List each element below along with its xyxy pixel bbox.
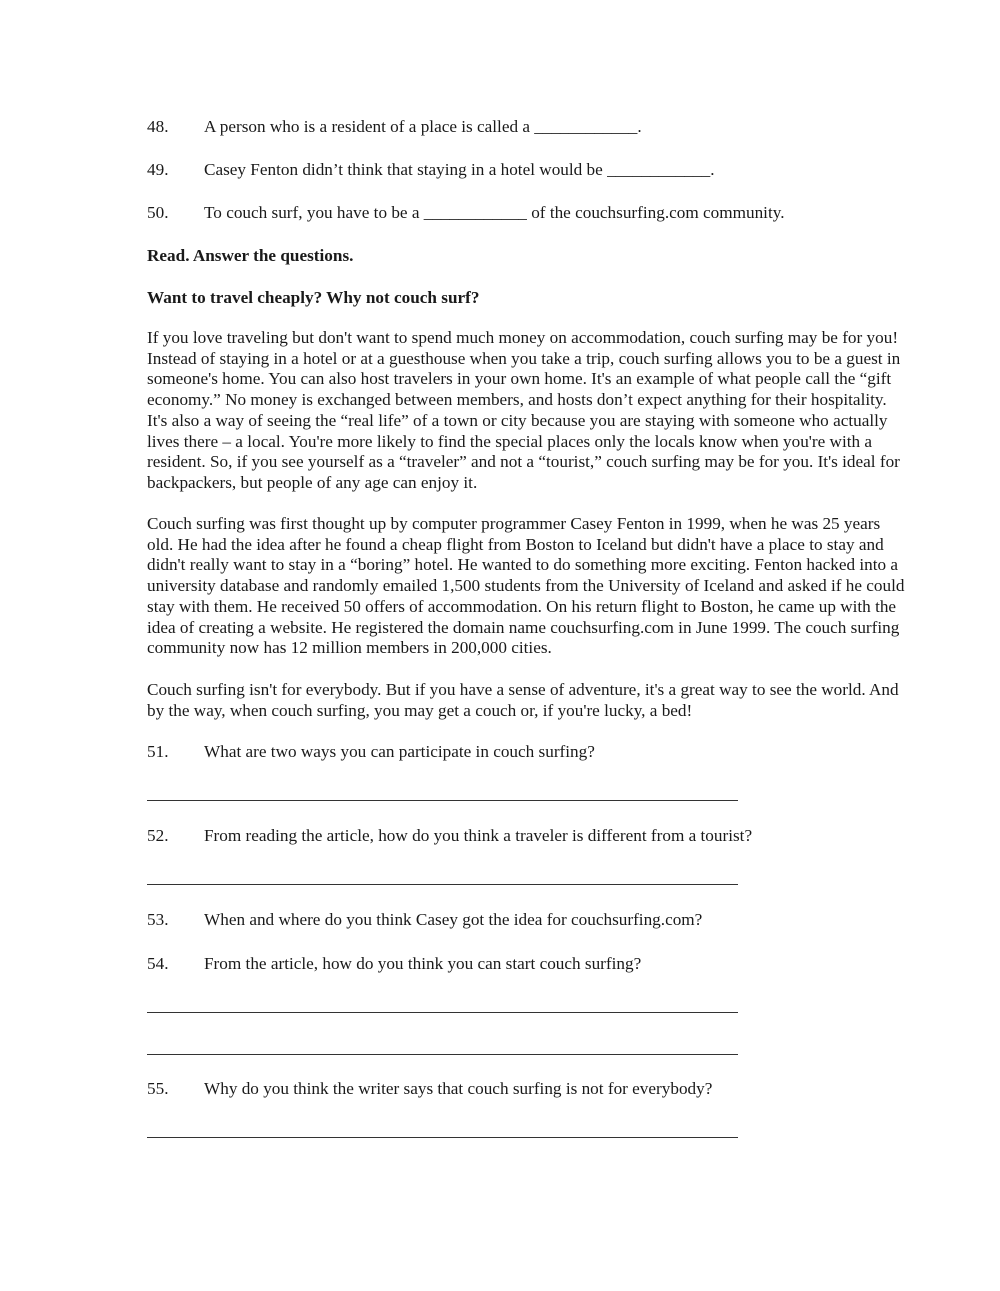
paragraph-line: lives there – a local. You're more likely to find the special places only the locals know when you're with a — [147, 431, 873, 451]
paragraph-line: economy.” No money is exchanged between members, and hosts don’t expect anything for their hospitality. — [147, 390, 887, 410]
paragraph-line: Couch surfing was first thought up by computer programmer Casey Fenton in 1999, when he was 25 years — [147, 514, 881, 533]
question-text: Casey Fenton didn’t think that staying in a hotel would be ____________. — [204, 160, 715, 179]
question-number: 49. — [147, 160, 169, 179]
paragraph-line: It's also a way of seeing the “real life” of a town or city because you are staying with someone who actually — [147, 410, 888, 430]
article-paragraph-1 — [147, 328, 947, 494]
section-instructions: Read. Answer the questions. — [147, 246, 354, 265]
question-number: 51. — [147, 742, 169, 761]
question-number: 50. — [147, 203, 169, 222]
paragraph-line: If you love traveling but don't want to spend much money on accommodation, couch surfing may be for you! — [147, 328, 899, 347]
paragraph-line: didn't really want to stay in a “boring” hotel. He wanted to do something more exciting. Fenton hacked into a — [147, 555, 899, 575]
question-text: To couch surf, you have to be a ____________ of the couchsurfing.com community. — [204, 203, 785, 222]
question-text: Why do you think the writer says that couch surfing is not for everybody? — [204, 1079, 713, 1098]
article-paragraph-2 — [147, 514, 947, 659]
answer-line[interactable] — [147, 1054, 738, 1055]
paragraph-line: resident. So, if you see yourself as a “traveler” and not a “tourist,” couch surfing may be for you. It's ideal for — [147, 452, 900, 472]
paragraph-line: old. He had the idea after he found a cheap flight from Boston to Iceland but didn't have a place to stay and — [147, 534, 884, 554]
question-number: 55. — [147, 1079, 169, 1098]
question-text: A person who is a resident of a place is called a ____________. — [204, 117, 642, 136]
paragraph-line: Couch surfing isn't for everybody. But if you have a sense of adventure, it's a great way to see the world. And — [147, 680, 899, 699]
paragraph-line: stay with them. He received 50 offers of accommodation. On his return flight to Boston, he came up with the — [147, 596, 897, 616]
answer-line[interactable] — [147, 884, 738, 885]
question-number: 52. — [147, 826, 169, 845]
paragraph-line: by the way, when couch surfing, you may get a couch or, if you're lucky, a bed! — [147, 700, 693, 720]
answer-line[interactable] — [147, 1012, 738, 1013]
article-paragraph-3 — [147, 680, 947, 721]
article-title: Want to travel cheaply? Why not couch surf? — [147, 288, 480, 307]
question-number: 48. — [147, 117, 169, 136]
paragraph-line: university database and randomly emailed 1,500 students from the University of Iceland and asked if he could — [147, 576, 905, 596]
paragraph-line: someone's home. You can also host travelers in your own home. It's an example of what people call the “gift — [147, 369, 892, 389]
question-text: When and where do you think Casey got the idea for couchsurfing.com? — [204, 910, 703, 929]
question-text: From reading the article, how do you think a traveler is different from a tourist? — [204, 826, 753, 845]
paragraph-line: idea of creating a website. He registered the domain name couchsurfing.com in June 1999. The couch surfing — [147, 617, 900, 637]
question-text: What are two ways you can participate in couch surfing? — [204, 742, 595, 761]
paragraph-line: Instead of staying in a hotel or at a guesthouse when you take a trip, couch surfing allows you to be a guest in — [147, 348, 901, 368]
question-text: From the article, how do you think you can start couch surfing? — [204, 954, 642, 973]
paragraph-line: backpackers, but people of any age can enjoy it. — [147, 472, 478, 492]
question-number: 53. — [147, 910, 169, 929]
paragraph-line: community now has 12 million members in 200,000 cities. — [147, 638, 552, 658]
answer-line[interactable] — [147, 800, 738, 801]
question-number: 54. — [147, 954, 169, 973]
answer-line[interactable] — [147, 1137, 738, 1138]
